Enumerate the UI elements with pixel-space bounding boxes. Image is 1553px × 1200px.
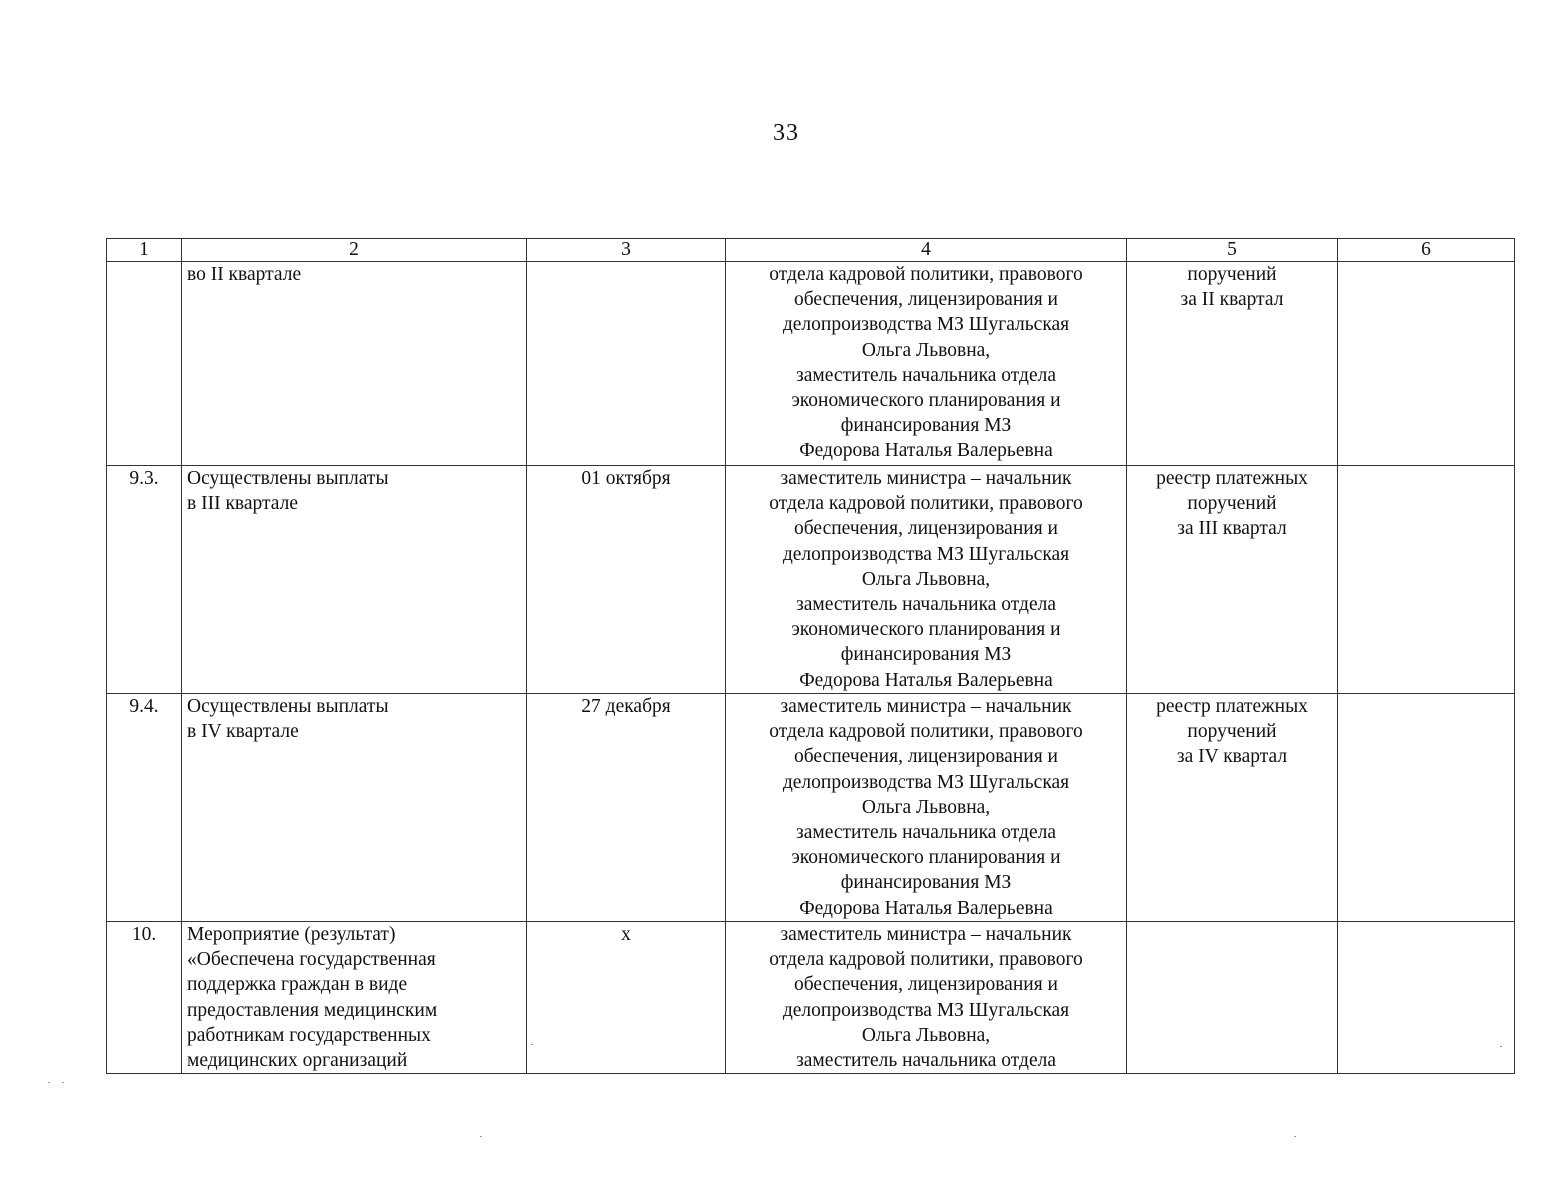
date-cell: 01 октября xyxy=(527,466,726,694)
note-cell xyxy=(1338,262,1515,466)
date-cell: х xyxy=(527,922,726,1074)
responsible-line: отдела кадровой политики, правового xyxy=(769,493,1083,515)
column-header: 5 xyxy=(1127,239,1338,262)
document-line: поручений xyxy=(1187,721,1277,743)
date-cell: 27 декабря xyxy=(527,694,726,922)
responsible-line: заместитель начальника отдела xyxy=(796,364,1056,386)
document-line: реестр платежных xyxy=(1156,468,1308,489)
column-header: 2 xyxy=(182,239,527,262)
responsible-line: заместитель министра – начальник xyxy=(780,696,1072,717)
scan-speck xyxy=(1500,1046,1502,1047)
responsible-line: Федорова Наталья Валерьевна xyxy=(799,440,1053,462)
event-line: «Обеспечена государственная xyxy=(187,949,436,971)
responsible-line: Ольга Львовна, xyxy=(861,1024,991,1046)
responsible-line: обеспечения, лицензирования и xyxy=(794,974,1058,996)
document-cell xyxy=(1127,262,1338,466)
event-line: во II квартале xyxy=(187,264,302,285)
responsible-line: заместитель министра – начальник xyxy=(780,924,1072,945)
column-header: 6 xyxy=(1338,239,1515,262)
responsible-line: отдела кадровой политики, правового xyxy=(769,264,1083,285)
scan-speck xyxy=(531,1044,533,1045)
responsible-line: делопроизводства МЗ Шугальская xyxy=(782,543,1070,565)
document-cell xyxy=(1127,694,1338,922)
responsible-cell xyxy=(726,466,1127,694)
responsible-line: Ольга Львовна, xyxy=(861,568,991,590)
plan-table xyxy=(106,238,1515,1074)
responsible-cell xyxy=(726,694,1127,922)
responsible-line: финансирования МЗ xyxy=(840,872,1012,894)
note-cell xyxy=(1338,466,1515,694)
responsible-line: Федорова Наталья Валерьевна xyxy=(799,669,1053,691)
row-number xyxy=(107,262,182,466)
scan-speck xyxy=(1294,1136,1296,1137)
responsible-line: обеспечения, лицензирования и xyxy=(794,746,1058,768)
responsible-line: делопроизводства МЗ Шугальская xyxy=(782,314,1070,336)
row-number: 9.3. xyxy=(107,466,182,694)
table-row xyxy=(107,922,1515,1074)
event-cell xyxy=(182,262,527,466)
document-line: за III квартал xyxy=(1177,518,1287,540)
responsible-line: заместитель начальника отдела xyxy=(796,822,1056,844)
event-cell xyxy=(182,922,527,1074)
scan-speck xyxy=(62,1082,64,1083)
responsible-line: отдела кадровой политики, правового xyxy=(769,949,1083,971)
row-number: 10. xyxy=(107,922,182,1074)
table-row xyxy=(107,694,1515,922)
column-header: 1 xyxy=(107,239,182,262)
responsible-line: заместитель начальника отдела xyxy=(796,594,1056,616)
document-line: за II квартал xyxy=(1180,289,1284,311)
document-line: реестр платежных xyxy=(1156,696,1308,717)
note-cell xyxy=(1338,694,1515,922)
responsible-line: заместитель начальника отдела xyxy=(796,1050,1056,1072)
note-cell xyxy=(1338,922,1515,1074)
column-header: 3 xyxy=(527,239,726,262)
event-line: Мероприятие (результат) xyxy=(187,924,396,945)
scan-speck xyxy=(480,1136,482,1137)
document-line: поручений xyxy=(1187,264,1277,285)
responsible-line: делопроизводства МЗ Шугальская xyxy=(782,771,1070,793)
date-cell xyxy=(527,262,726,466)
event-cell xyxy=(182,466,527,694)
responsible-line: обеспечения, лицензирования и xyxy=(794,289,1058,311)
event-line: медицинских организаций xyxy=(187,1050,408,1072)
event-line: поддержка граждан в виде xyxy=(187,974,408,996)
responsible-line: Ольга Львовна, xyxy=(861,796,991,818)
table-row xyxy=(107,262,1515,466)
event-line: Осуществлены выплаты xyxy=(187,696,389,717)
event-line: в III квартале xyxy=(187,493,298,515)
responsible-line: обеспечения, лицензирования и xyxy=(794,518,1058,540)
event-line: Осуществлены выплаты xyxy=(187,468,389,489)
scan-speck xyxy=(48,1082,50,1083)
responsible-cell xyxy=(726,922,1127,1074)
event-line: работникам государственных xyxy=(187,1024,431,1046)
responsible-line: отдела кадровой политики, правового xyxy=(769,721,1083,743)
event-line: предоставления медицинским xyxy=(187,999,438,1021)
document-line: за IV квартал xyxy=(1176,746,1288,768)
column-number-row xyxy=(107,239,1515,262)
responsible-line: экономического планирования и xyxy=(791,619,1061,641)
document-line: поручений xyxy=(1187,493,1277,515)
responsible-line: экономического планирования и xyxy=(791,390,1061,412)
responsible-line: экономического планирования и xyxy=(791,847,1061,869)
column-header: 4 xyxy=(726,239,1127,262)
responsible-line: финансирования МЗ xyxy=(840,644,1012,666)
table-row xyxy=(107,466,1515,694)
page-number: 33 xyxy=(773,120,799,146)
responsible-line: делопроизводства МЗ Шугальская xyxy=(782,999,1070,1021)
event-cell xyxy=(182,694,527,922)
responsible-line: Ольга Львовна, xyxy=(861,339,991,361)
document-cell xyxy=(1127,922,1338,1074)
responsible-line: Федорова Наталья Валерьевна xyxy=(799,897,1053,919)
responsible-cell xyxy=(726,262,1127,466)
row-number: 9.4. xyxy=(107,694,182,922)
responsible-line: заместитель министра – начальник xyxy=(780,468,1072,489)
event-line: в IV квартале xyxy=(187,721,299,743)
responsible-line: финансирования МЗ xyxy=(840,415,1012,437)
document-cell xyxy=(1127,466,1338,694)
